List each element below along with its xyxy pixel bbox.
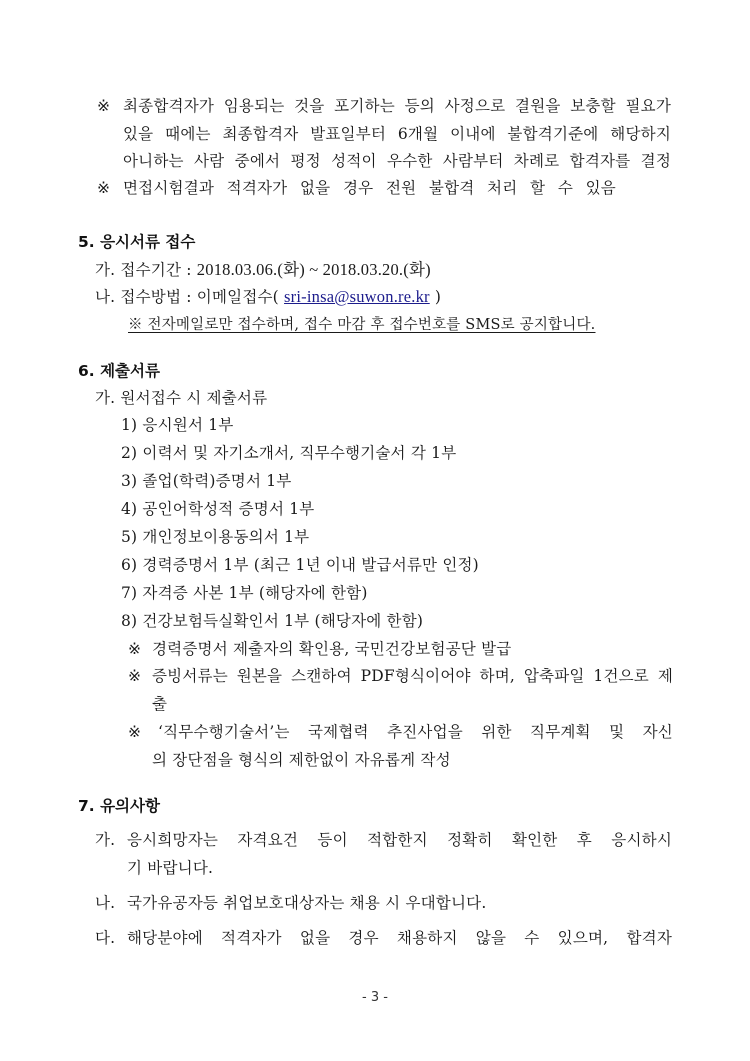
document-item: 3) 졸업(학력)증명서 1부 (121, 472, 292, 490)
note-text: ‘직무수행기술서’는 국제협력 추진사업을 위한 직무계획 및 자신 (158, 723, 673, 741)
item-text: 기 바랍니다. (127, 859, 214, 877)
document-item: 8) 건강보험득실확인서 1부 (해당자에 한함) (121, 612, 424, 630)
email-link[interactable]: sri-insa@suwon.re.kr (284, 287, 430, 306)
document-item: 6) 경력증명서 1부 (최근 1년 이내 발급서류만 인정) (121, 556, 479, 574)
section-6-subtitle: 가. 원서접수 시 제출서류 (95, 389, 268, 407)
document-item: 1) 응시원서 1부 (121, 416, 234, 434)
note-text: 의 장단점을 형식의 제한없이 자유롭게 작성 (152, 751, 451, 769)
item-text: 국가유공자등 취업보호대상자는 채용 시 우대합니다. (127, 894, 487, 912)
note-text: 면접시험결과 적격자가 없을 경우 전원 불합격 처리 할 수 있음 (123, 179, 616, 197)
document-item: 2) 이력서 및 자기소개서, 직무수행기술서 각 1부 (121, 444, 457, 462)
note-text: 경력증명서 제출자의 확인용, 국민건강보험공단 발급 (152, 640, 512, 658)
section-5-title: 5. 응시서류 접수 (78, 233, 196, 251)
item-marker: 가. (95, 831, 116, 849)
document-item: 5) 개인정보이용동의서 1부 (121, 528, 310, 546)
document-item: 7) 자격증 사본 1부 (해당자에 한함) (121, 584, 368, 602)
note-mark: ※ (128, 667, 142, 685)
note-mark: ※ (128, 723, 142, 741)
reception-method-label: 나. 접수방법 : 이메일접수( (95, 288, 285, 306)
item-marker: 다. (95, 929, 116, 947)
item-marker: 나. (95, 894, 116, 912)
note-text: 증빙서류는 원본을 스캔하여 PDF형식이어야 하며, 압축파일 1건으로 제 (152, 667, 673, 685)
reception-note: ※ 전자메일로만 접수하며, 접수 마감 후 접수번호를 SMS로 공지합니다. (128, 317, 596, 333)
note-text: 있을 때에는 최종합격자 발표일부터 6개월 이내에 불합격기준에 해당하지 (123, 125, 671, 143)
reception-method-close: ) (429, 288, 442, 306)
note-mark: ※ (128, 640, 142, 658)
section-7-title: 7. 유의사항 (78, 797, 160, 815)
reception-period (95, 260, 431, 280)
note-mark: ※ (97, 179, 111, 197)
item-text: 응시희망자는 자격요건 등이 적합한지 정확히 확인한 후 응시하시 (127, 831, 672, 849)
reception-period-label: 가. 접수기간 : (95, 261, 197, 279)
page-number: - 3 - (362, 990, 388, 1005)
reception-method (95, 287, 441, 307)
section-6-title: 6. 제출서류 (78, 362, 160, 380)
note-text: 아니하는 사람 중에서 평정 성적이 우수한 사람부터 차례로 합격자를 결정 (123, 152, 671, 170)
note-text: 최종합격자가 임용되는 것을 포기하는 등의 사정으로 결원을 보충할 필요가 (123, 97, 671, 115)
item-text: 해당분야에 적격자가 없을 경우 채용하지 않을 수 있으며, 합격자 (127, 929, 672, 947)
document-item: 4) 공인어학성적 증명서 1부 (121, 500, 315, 518)
note-text: 출 (152, 695, 168, 713)
note-mark: ※ (97, 97, 111, 115)
reception-period-value: 2018.03.06.(화) ~ 2018.03.20.(화) (196, 260, 431, 279)
